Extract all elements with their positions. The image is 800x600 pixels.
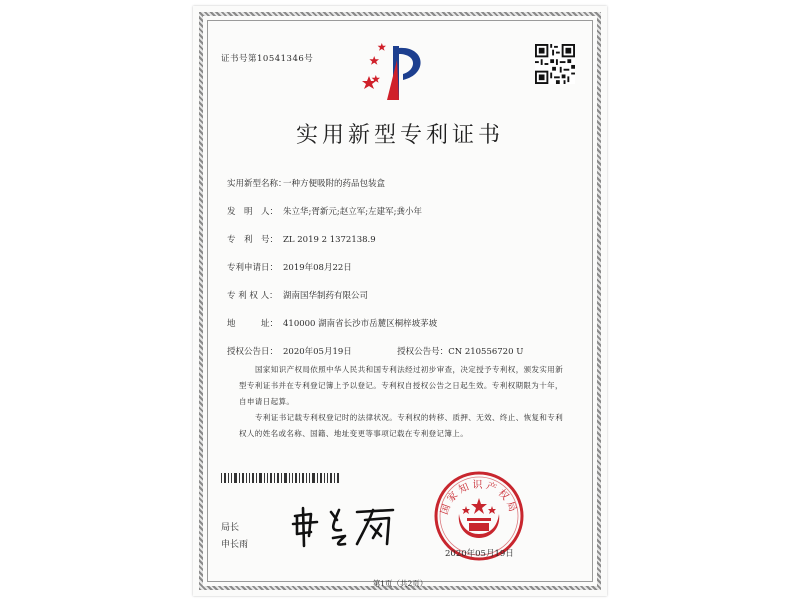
- qr-code: [535, 44, 575, 84]
- field-address: [227, 317, 437, 329]
- field-application-date: [227, 261, 352, 273]
- field-label: 授权公告日：: [227, 347, 279, 357]
- field-value: 朱立华;胥新元;赵立军;左建军;龚小年: [283, 207, 422, 217]
- field-patent-number: [227, 233, 376, 245]
- field-label: 地 址：: [227, 319, 279, 329]
- field-label: 发 明 人：: [227, 207, 279, 217]
- certificate-number: 证书号第10541346号: [221, 54, 314, 64]
- inner-frame: [207, 20, 593, 582]
- field-value: CN 210556720 U: [448, 347, 524, 357]
- legal-status-paragraph: 专利证书记载专利权登记时的法律状况。专利权的转移、质押、无效、终止、恢复和专利权人的姓名或名称、国籍、地址变更等事项记载在专利登记簿上。: [239, 413, 564, 438]
- field-patentee: [227, 289, 368, 301]
- field-label: 专 利 号：: [227, 235, 279, 245]
- signature-image: [289, 502, 397, 550]
- field-label: 授权公告号：: [397, 347, 449, 357]
- field-grant-announcement: [227, 345, 523, 357]
- field-utility-model-name: [227, 177, 385, 189]
- barcode: [221, 473, 341, 483]
- page-number: 第1页（共2页）: [372, 579, 428, 588]
- field-label: 专利申请日：: [227, 263, 279, 273]
- certificate-title: 实用新型专利证书: [295, 123, 504, 148]
- field-value: ZL 2019 2 1372138.9: [283, 235, 376, 245]
- field-value: 一种方便吸附的药品包装盒: [283, 179, 386, 189]
- field-value: 410000 湖南省长沙市岳麓区桐梓坡茅坡: [283, 319, 438, 329]
- seal-text: 国家知识产权局: [439, 480, 519, 517]
- field-value: 湖南国华制药有限公司: [283, 291, 369, 301]
- certificate-sheet: [193, 6, 607, 596]
- seal-date: 2020年05月19日: [445, 549, 514, 559]
- chief-title: 局长: [221, 523, 240, 533]
- field-value: 2019年08月22日: [283, 263, 352, 273]
- field-inventors: [227, 205, 422, 217]
- grant-statement-paragraph: 国家知识产权局依照中华人民共和国专利法经过初步审查，决定授予专利权，颁发实用新型专利证书并在专利登记簿上予以登记。专利权自授权公告之日起生效。专利权期限为十年，自申请日起算。: [239, 365, 564, 406]
- patent-office-logo-icon: [359, 40, 433, 104]
- field-label: 实用新型名称：: [227, 179, 287, 189]
- field-value: 2020年05月19日: [283, 347, 352, 357]
- field-label: 专 利 权 人：: [227, 291, 278, 301]
- chief-name: 申长雨: [221, 540, 249, 550]
